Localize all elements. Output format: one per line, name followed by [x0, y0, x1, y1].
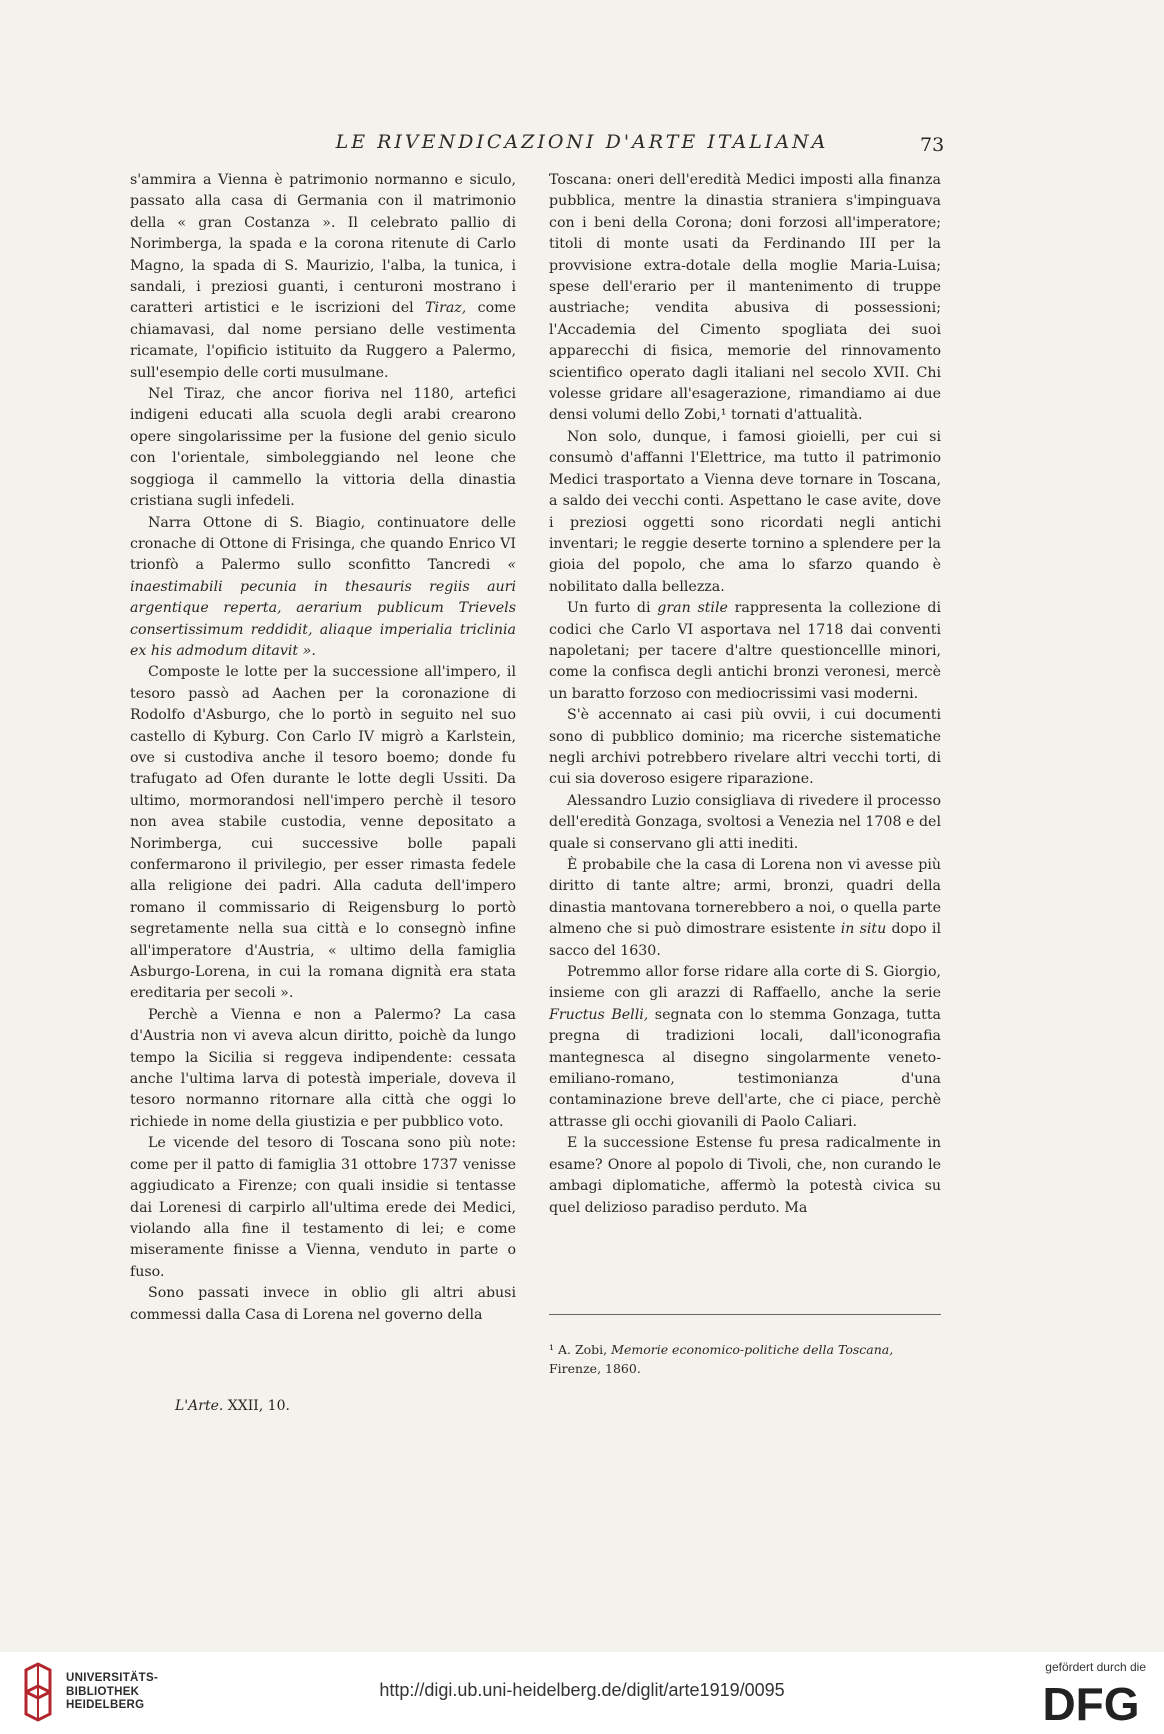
- text: come chiamavasi, dal nome persiano delle vestimenta ricamate, l'opificio istituito da Ruggero a Palermo, sull'esempio delle corti musulmane.: [130, 300, 516, 381]
- italic-quote: « inaestimabili pecunia in thesauris regiis auri argentique reperta, aerarium publicum Trievels consertissimum reddidit, aliaque imperialia triclinia ex his admodum ditavit ».: [130, 557, 517, 659]
- text: Potremmo allor forse ridare alla corte di S. Giorgio, insieme con gli arazzi di Raffaello, anche la serie: [549, 964, 941, 1002]
- paragraph: Composte le lotte per la successione all'impero, il tesoro passò ad Aachen per la coronazione di Rodolfo d'Asburgo, che lo portò in seguito nel suo castello di Kyburg. Con Carlo IV migrò a Karlstein, ove si custodiva anche il tesoro boemo; donde fu trafugato ad Ofen durante le lotte degli Ussiti. Da ultimo, mormorandosi nell'impero perchè il tesoro non avea stabile custodia, venne depositato a Norimberga, cui successive bolle papali confermarono il privilegio, per esser rimasta fedele alla religione dei padri. Alla caduta dell'impero romano il commissario di Reigensburg lo portò segretamente nella sua città e lo consegnò infine all'imperatore d'Austria, « ultimo della famiglia Asburgo-Lorena, in cui la romana dignità era stata ereditaria per secoli ».: [130, 664, 516, 1002]
- paragraph: [130, 170, 516, 384]
- paragraph: S'è accennato ai casi più ovvii, i cui documenti sono di pubblico dominio; ma ricerche sistematiche negli archivi potrebbero rivelare altri vecchi torti, di cui sia doveroso esigere riparazione.: [549, 707, 941, 788]
- text: s'ammira a Vienna è patrimonio normanno e siculo, passato alla casa di Germania con il matrimonio della « gran Costanza ». Il celebrato pallio di Norimberga, la spada e la corona ritenute di Carlo Magno, la spada di S. Maurizio, l'alba, la tunica, i sandali, i preziosi guanti, i centuroni mostrano i caratteri artistici e le iscrizioni del: [130, 172, 516, 317]
- paragraph: Non solo, dunque, i famosi gioielli, per cui si consumò d'affanni l'Elettrice, ma tutto il patrimonio Medici trasportato a Vienna deve tornare in Toscana, a saldo dei vecchi conti. Aspettano le case avite, dove i preziosi oggetti sono ricordati negli antichi inventari; le reggie deserte tornino a splendere per la gioia del popolo, che ama lo sfarzo quando è nobilitato dalla bellezza.: [549, 428, 941, 595]
- paragraph: [549, 855, 941, 962]
- italic-text: Tiraz,: [425, 300, 467, 317]
- university-name-line: BIBLIOTHEK: [66, 1685, 140, 1698]
- sponsor-label: gefördert durch die: [1045, 1660, 1146, 1674]
- footer-bar: [0, 1652, 1164, 1734]
- running-header: LE RIVENDICAZIONI D'ARTE ITALIANA: [335, 131, 829, 153]
- footnote-title: Memorie economico-politiche della Toscana,: [611, 1342, 894, 1357]
- text: dopo il sacco del 1630.: [549, 921, 942, 959]
- university-name-line: HEIDELBERG: [66, 1699, 145, 1711]
- dfg-logo-icon: [1036, 1678, 1146, 1726]
- italic-text: Fructus Belli,: [549, 1006, 649, 1023]
- text: Narra Ottone di S. Biagio, continuatore delle cronache di Ottone di Frisinga, che quando Enrico VI trionfò a Palermo sullo sconfitto Tancredi: [130, 514, 516, 574]
- paragraph: Nel Tiraz, che ancor fioriva nel 1180, artefici indigeni educati alla scuola degli arabi crearono opere singolarissime per la fusione del genio siculo con l'orientale, simboleggiando nel leone che soggioga il cammello la vittoria della dinastia cristiana sugli infedeli.: [130, 386, 516, 510]
- paragraph: Perchè a Vienna e non a Palermo? La casa d'Austria non vi aveva alcun diritto, poichè da lungo tempo la Sicilia si reggeva indipendente: cessata anche l'ultima larva di potestà imperiale, doveva il tesoro normanno ritornare alla città che oggi lo richiede in nome della giustizia e per pubblico voto.: [130, 1006, 516, 1130]
- signature-mark: [175, 1398, 290, 1414]
- page-number: 73: [920, 134, 945, 156]
- paragraph: Alessandro Luzio consigliava di rivedere il processo dell'eredità Gonzaga, svoltosi a Venezia nel 1708 e del quale si conservano gli atti inediti.: [549, 792, 941, 852]
- text: segnata con lo stemma Gonzaga, tutta pregna di tradizioni locali, dall'iconografia mantegnesca al disegno singolarmente veneto-emiliano-romano, testimonianza d'una contaminazione breve dell'arte, che ci piace, perchè attrasse gli occhi giovanili di Paolo Caliari.: [549, 1006, 941, 1130]
- paragraph: [549, 598, 941, 705]
- italic-text: gran stile: [657, 600, 728, 617]
- paragraph: E la successione Estense fu presa radicalmente in esame? Onore al popolo di Tivoli, che, non curando le ambagi diplomatiche, affermò la potestà civica su quel delizioso paradiso perduto. Ma: [549, 1135, 941, 1216]
- right-column: [549, 170, 941, 1219]
- footnote-divider: [549, 1314, 941, 1315]
- dfg-logo-text: DFG: [1042, 1678, 1140, 1726]
- text: È probabile che la casa di Lorena non vi avesse più diritto di tante altre; armi, bronzi, quadri della dinastia mantovana tornerebbero a noi, o quella parte almeno che si può dimostrare esistente: [549, 857, 941, 938]
- university-name-line: UNIVERSITÄTS-: [66, 1672, 159, 1684]
- text: Un furto di: [567, 600, 651, 617]
- paragraph: [549, 962, 941, 1133]
- paragraph: Sono passati invece in oblio gli altri abusi commessi dalla Casa di Lorena nel governo della: [130, 1285, 516, 1323]
- paragraph: [130, 513, 516, 663]
- signature-journal: L'Arte.: [175, 1398, 224, 1414]
- source-url-link[interactable]: http://digi.ub.uni-heidelberg.de/diglit/arte1919/0095: [379, 1680, 785, 1700]
- text: rappresenta la collezione di codici che Carlo VI asportava nel 1718 dai conventi napoletani; per tacere d'altre questioncellle minori, come la confisca degli antichi bronzi veronesi, mercè un baratto forzoso con mediocrissimi vasi moderni.: [549, 600, 941, 702]
- paragraph: Toscana: oneri dell'eredità Medici imposti alla finanza pubblica, mentre la dinastia straniera s'impinguava con i beni della Corona; doni forzosi all'imperatore; titoli di monte usati da Ferdinando III per la provvisione extra-dotale della moglie Maria-Luisa; spese dell'erario per il mantenimento di truppe austriache; vendita abusiva di possessioni; l'Accademia del Cimento spogliata dei suoi apparecchi di fisica, memorie del rinnovamento scientifico operato dagli italiani nel secolo XVII. Chi volesse gridare all'esagerazione, rimandiamo ai due densi volumi dello Zobi,¹ tornati d'attualità.: [549, 172, 941, 424]
- italic-text: in situ: [840, 921, 887, 938]
- signature-number: XXII, 10.: [227, 1398, 290, 1414]
- footnote: [549, 1340, 941, 1378]
- footnote-text: Firenze, 1860.: [549, 1361, 641, 1376]
- footnote-text: ¹ A. Zobi,: [549, 1342, 608, 1357]
- paragraph: Le vicende del tesoro di Toscana sono più note: come per il patto di famiglia 31 ottobre 1737 venisse aggiudicato a Firenze; con quali insidie si tentasse dai Lorenesi di carpirlo all'ultima erede dei Medici, violando alla fine il testamento di lei; e come miseramente finisse a Vienna, venduto in parte o fuso.: [130, 1135, 516, 1280]
- left-column: [130, 170, 516, 1326]
